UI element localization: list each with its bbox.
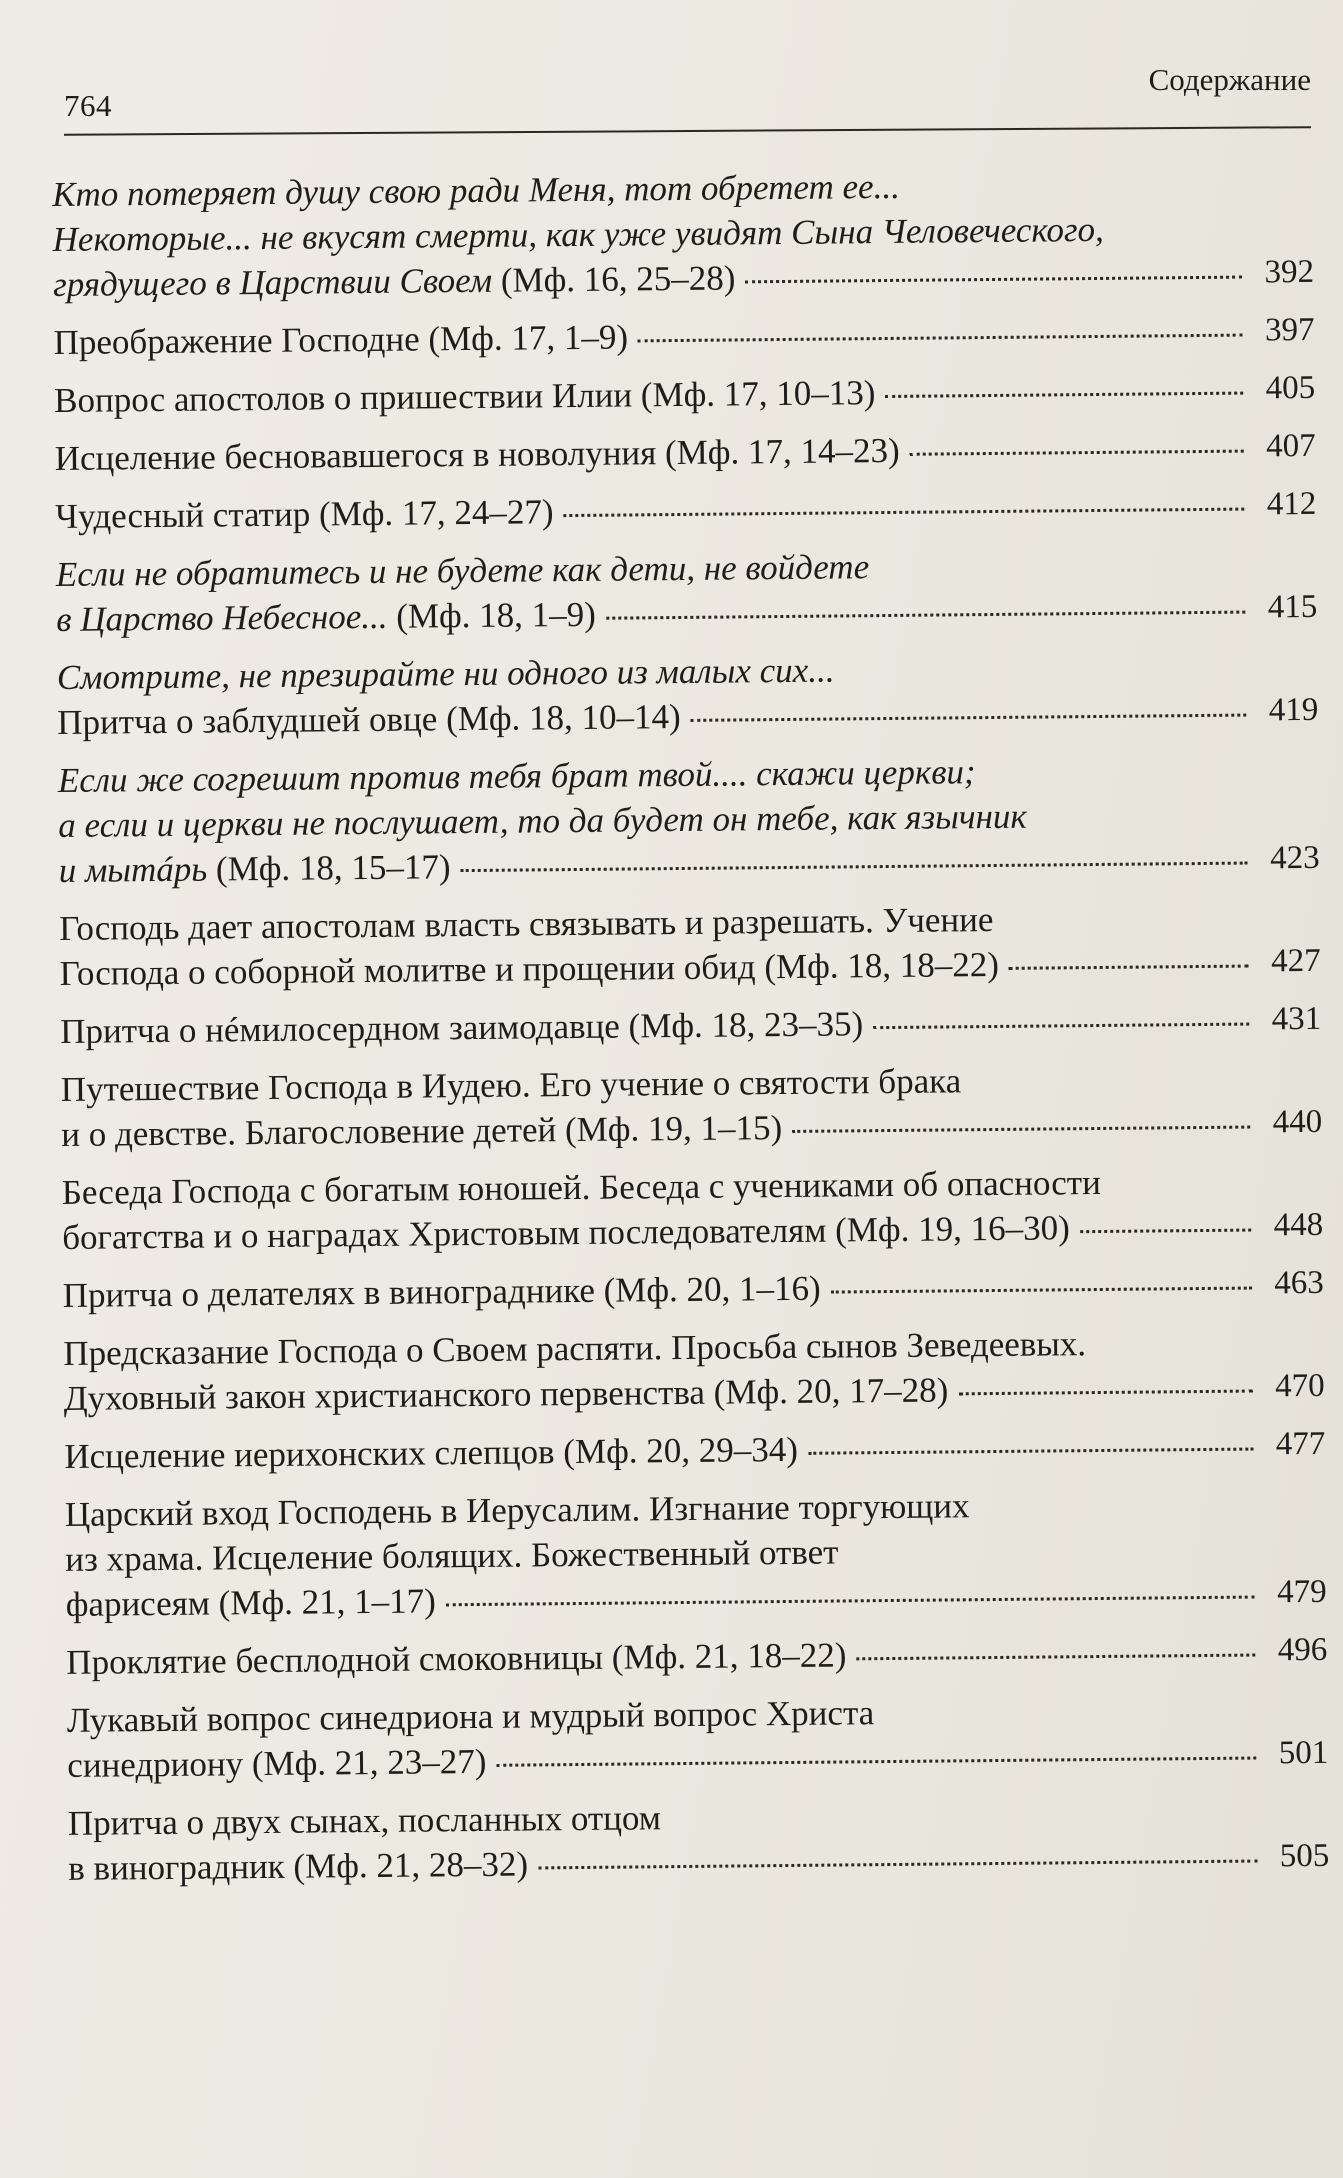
- toc-entry-reference: Проклятие бесплодной смоковницы (Мф. 21, 18–22): [66, 1635, 847, 1682]
- dot-leader: [1080, 1229, 1251, 1234]
- toc-entry-line: Если же согрешит против тебя брат твой.... скажи церкви;: [57, 752, 976, 800]
- toc-entry-title: [60, 997, 1259, 1054]
- dot-leader: [745, 276, 1242, 284]
- toc-page-number: 448: [1273, 1206, 1324, 1244]
- toc-entry-reference: (Мф. 18, 15–17): [215, 847, 451, 889]
- toc-entry: [67, 1686, 1329, 1788]
- dot-leader: [538, 1860, 1257, 1870]
- toc-entry-line: Царский вход Господень в Иерусалим. Изгнание торгующих: [64, 1486, 970, 1534]
- toc-entry-last-line: [60, 997, 1259, 1054]
- toc-entry-title: [52, 160, 1252, 307]
- toc-entry: [61, 1055, 1323, 1157]
- dot-leader: [856, 1654, 1255, 1661]
- toc-entry: [57, 643, 1319, 745]
- toc-entry-line: Смотрите, не презирайте ни одного из малых сих...: [56, 650, 835, 697]
- toc-entry: [58, 746, 1320, 893]
- toc-entry: [64, 1422, 1325, 1479]
- dot-leader: [691, 714, 1247, 722]
- page-header: [64, 58, 1311, 138]
- toc-entry-title: [62, 1158, 1262, 1260]
- toc-entry-line: из храма. Исцеление болящих. Божественный ответ: [65, 1532, 839, 1579]
- toc-entry: [68, 1789, 1330, 1891]
- table-of-contents: [52, 160, 1330, 1904]
- toc-entry-title: [59, 894, 1259, 996]
- toc-entry-reference: Духовный закон христианского первенства (Мф. 20, 17–28): [63, 1370, 949, 1418]
- toc-entry-line: Некоторые... не вкусят смерти, как уже увидят Сына Человеческого,: [52, 209, 1104, 259]
- toc-entry: [55, 482, 1316, 539]
- toc-entry-reference: Чудесный статир (Мф. 17, 24–27): [55, 492, 554, 536]
- toc-page-number: 431: [1271, 1000, 1322, 1038]
- dot-leader: [792, 1126, 1250, 1133]
- dot-leader: [1009, 965, 1249, 970]
- dot-leader: [831, 1287, 1252, 1294]
- dot-leader: [958, 1390, 1252, 1396]
- toc-entry-reference: Господа о соборной молитве и прощении обид (Мф. 18, 18–22): [59, 944, 1000, 993]
- toc-entry-reference: богатства и о наградах Христовым последователям (Мф. 19, 16–30): [62, 1208, 1070, 1257]
- toc-page-number: 392: [1264, 253, 1315, 291]
- toc-entry: [52, 160, 1314, 307]
- dot-leader: [808, 1448, 1253, 1455]
- toc-entry-italic-part: в Царство Небесное...: [56, 596, 388, 639]
- toc-page-number: 397: [1264, 311, 1315, 349]
- toc-entry-title: [61, 1055, 1261, 1157]
- toc-entry-line: Господь дает апостолам власть связывать и разрешать. Учение: [59, 899, 994, 948]
- toc-entry-reference: Исцеление иерихонских слепцов (Мф. 20, 29–34): [64, 1429, 799, 1476]
- toc-entry-reference: фарисеям (Мф. 21, 1–17): [65, 1581, 436, 1624]
- toc-entry-last-line: [63, 1261, 1262, 1318]
- toc-entry-line: Притча о двух сынах, посланных отцом: [67, 1798, 662, 1843]
- toc-entry-reference: синедриону (Мф. 21, 23–27): [67, 1741, 487, 1785]
- toc-entry-line: Предсказание Господа о Своем распяти. Просьба сынов Зеведеевых.: [63, 1324, 1087, 1373]
- toc-entry: [56, 540, 1318, 642]
- toc-entry-title: [55, 482, 1254, 539]
- dot-leader: [461, 862, 1248, 873]
- toc-entry-title: [58, 746, 1258, 893]
- toc-entry: [62, 1158, 1324, 1260]
- toc-entry: [53, 308, 1314, 365]
- toc-entry: [63, 1319, 1325, 1421]
- toc-entry-title: [68, 1789, 1268, 1891]
- toc-page-number: 412: [1266, 485, 1317, 523]
- header-rule: [64, 126, 1311, 136]
- toc-entry-title: [63, 1319, 1263, 1421]
- toc-page-number: 405: [1265, 369, 1316, 407]
- toc-entry-italic-part: и мытáрь: [58, 849, 208, 890]
- toc-entry-reference: Притча о заблудшей овце (Мф. 18, 10–14): [57, 696, 681, 742]
- toc-entry-italic-part: грядущего в Царствии Своем: [52, 260, 493, 304]
- toc-entry-reference: Преображение Господне (Мф. 17, 1–9): [53, 317, 629, 362]
- toc-entry: [65, 1480, 1327, 1627]
- toc-entry-last-line: [55, 482, 1254, 539]
- toc-entry-line: Путешествие Господа в Иудею. Его учение о святости брака: [60, 1061, 962, 1109]
- toc-page-number: 415: [1267, 588, 1318, 626]
- toc-entry-title: [55, 424, 1254, 481]
- dot-leader: [885, 392, 1243, 398]
- toc-entry-reference: Притча о делателях в винограднике (Мф. 20, 1–16): [62, 1268, 821, 1315]
- toc-entry: [63, 1261, 1324, 1318]
- toc-entry: [66, 1628, 1327, 1685]
- toc-entry-last-line: [64, 1422, 1263, 1479]
- toc-entry-last-line: [66, 1628, 1265, 1685]
- toc-entry-title: [64, 1422, 1263, 1479]
- toc-entry-last-line: [54, 366, 1253, 423]
- dot-leader: [606, 611, 1245, 620]
- toc-entry-line: Кто потеряет душу свою ради Меня, тот обретет ее...: [52, 166, 901, 214]
- toc-page-number: 419: [1268, 691, 1319, 729]
- page-number: 764: [64, 88, 112, 123]
- toc-page-number: 407: [1266, 427, 1316, 465]
- dot-leader: [638, 334, 1243, 343]
- toc-page-number: 427: [1270, 942, 1321, 980]
- dot-leader: [564, 508, 1245, 518]
- toc-page-number: 479: [1277, 1573, 1327, 1611]
- toc-entry-last-line: [53, 308, 1252, 365]
- toc-entry-line: Лукавый вопрос синедриона и мудрый вопрос Христа: [66, 1693, 875, 1740]
- toc-page-number: 463: [1274, 1264, 1324, 1302]
- toc-entry-title: [65, 1480, 1265, 1627]
- toc-entry-title: [57, 643, 1257, 745]
- toc-entry: [60, 997, 1321, 1054]
- toc-entry-title: [63, 1261, 1262, 1318]
- toc-page-number: 505: [1279, 1837, 1330, 1875]
- toc-entry-reference: Вопрос апостолов о пришествии Илии (Мф. 17, 10–13): [54, 373, 876, 420]
- toc-entry-title: [54, 366, 1253, 423]
- toc-entry-title: [66, 1628, 1265, 1685]
- toc-page-number: 496: [1277, 1631, 1328, 1669]
- toc-entry-reference: Притча о нéмилосердном заимодавце (Мф. 18, 23–35): [60, 1004, 864, 1051]
- toc-entry-title: [56, 540, 1256, 642]
- dot-leader: [446, 1596, 1255, 1607]
- toc-entry-reference: в виноградник (Мф. 21, 28–32): [68, 1844, 529, 1888]
- toc-page-number: 501: [1278, 1734, 1329, 1772]
- dot-leader: [910, 450, 1244, 456]
- toc-entry-reference: (Мф. 16, 25–28): [500, 258, 736, 300]
- toc-entry-reference: Исцеление бесновавшегося в новолуния (Мф. 17, 14–23): [54, 430, 900, 478]
- toc-entry-line: а если и церкви не послушает, то да будет он тебе, как язычник: [58, 796, 1027, 845]
- toc-entry: [54, 366, 1315, 423]
- dot-leader: [497, 1757, 1257, 1767]
- toc-entry: [59, 894, 1321, 996]
- toc-page-number: 470: [1275, 1367, 1325, 1405]
- toc-entry: [55, 424, 1316, 481]
- toc-entry-line: Если не обратитесь и не будете как дети, не войдете: [55, 547, 870, 594]
- toc-entry-title: [67, 1686, 1267, 1788]
- toc-page-number: 477: [1275, 1425, 1326, 1463]
- toc-entry-reference: и о девстве. Благословение детей (Мф. 19, 1–15): [61, 1108, 783, 1154]
- toc-page-number: 440: [1272, 1103, 1323, 1141]
- toc-entry-last-line: [55, 424, 1254, 481]
- toc-entry-title: [53, 308, 1252, 365]
- toc-entry-reference: (Мф. 18, 1–9): [396, 594, 597, 636]
- running-title: Содержание: [1148, 62, 1311, 97]
- dot-leader: [873, 1023, 1249, 1030]
- toc-page-number: 423: [1269, 839, 1320, 877]
- toc-entry-line: Беседа Господа с богатым юношей. Беседа с учениками об опасности: [61, 1162, 1101, 1212]
